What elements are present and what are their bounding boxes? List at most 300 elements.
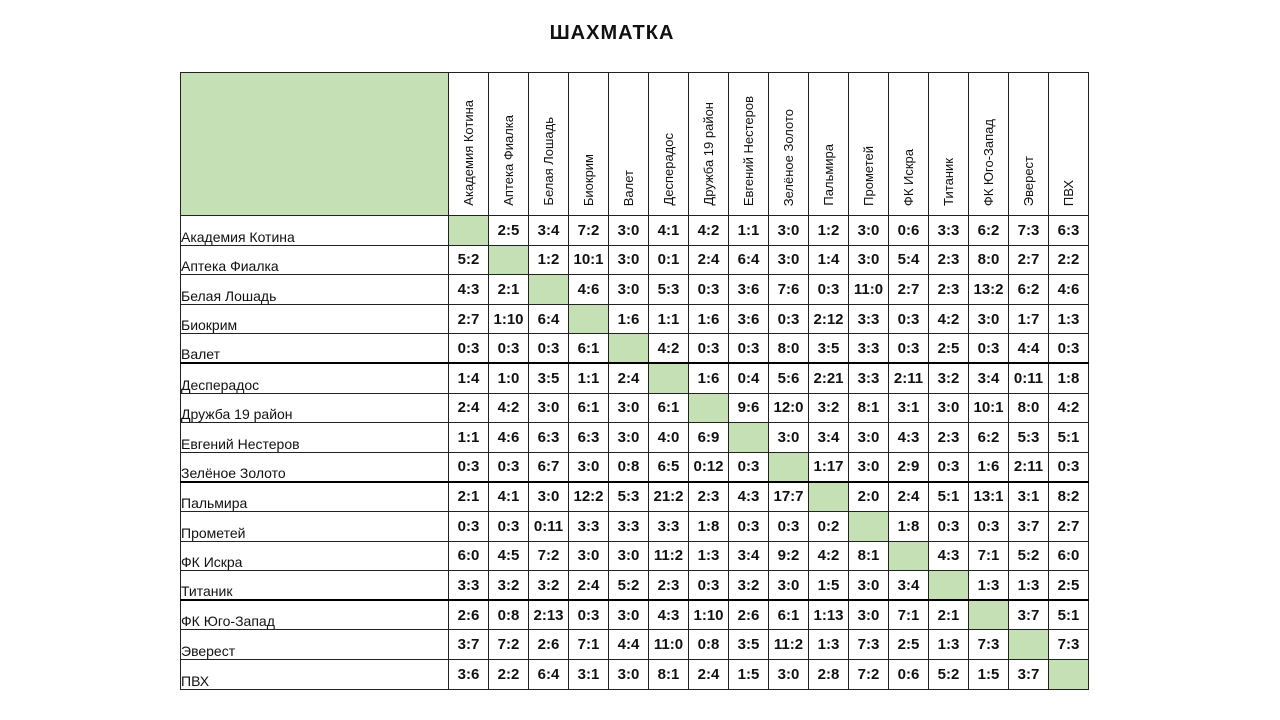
- score-cell: 3:4: [729, 541, 769, 571]
- score-cell: 7:1: [969, 541, 1009, 571]
- table-row: [181, 571, 1089, 601]
- score-cell: 3:3: [849, 334, 889, 364]
- score-cell: 0:3: [569, 600, 609, 630]
- score-cell: 3:7: [1009, 511, 1049, 541]
- score-cell: 8:0: [1009, 393, 1049, 423]
- score-cell: 1:10: [689, 600, 729, 630]
- score-cell: 4:6: [489, 423, 529, 453]
- score-cell: 11:2: [769, 630, 809, 660]
- score-cell: 8:1: [849, 393, 889, 423]
- score-cell: 2:7: [449, 304, 489, 334]
- score-cell: 1:3: [689, 541, 729, 571]
- score-cell: 3:2: [489, 571, 529, 601]
- score-cell: 8:2: [1049, 482, 1089, 512]
- score-cell: 0:3: [689, 275, 729, 305]
- score-cell: 3:3: [449, 571, 489, 601]
- score-cell: 6:3: [529, 423, 569, 453]
- score-cell: 1:6: [689, 363, 729, 393]
- table-row: [181, 363, 1089, 393]
- row-team-name: Эверест: [181, 630, 449, 660]
- score-cell: 6:4: [729, 245, 769, 275]
- score-cell: 3:1: [1009, 482, 1049, 512]
- score-cell: 0:3: [809, 275, 849, 305]
- score-cell: 3:0: [849, 452, 889, 482]
- score-cell: 4:2: [809, 541, 849, 571]
- diagonal-cell: [649, 363, 689, 393]
- score-cell: 8:0: [969, 245, 1009, 275]
- score-cell: 6:1: [569, 334, 609, 364]
- score-cell: 1:3: [929, 630, 969, 660]
- score-cell: 7:2: [529, 541, 569, 571]
- row-team-name: Пальмира: [181, 482, 449, 512]
- column-header: [569, 73, 609, 216]
- score-cell: 2:7: [1009, 245, 1049, 275]
- column-header-label: Титаник: [941, 158, 956, 206]
- diagonal-cell: [449, 216, 489, 246]
- score-cell: 0:6: [889, 216, 929, 246]
- score-cell: 2:0: [849, 482, 889, 512]
- score-cell: 3:3: [649, 511, 689, 541]
- row-team-name: ФК Искра: [181, 541, 449, 571]
- score-cell: 12:0: [769, 393, 809, 423]
- score-cell: 5:3: [1009, 423, 1049, 453]
- score-cell: 5:2: [609, 571, 649, 601]
- score-cell: 3:3: [849, 304, 889, 334]
- score-cell: 0:11: [1009, 363, 1049, 393]
- score-cell: 6:1: [569, 393, 609, 423]
- column-header: [689, 73, 729, 216]
- score-cell: 13:1: [969, 482, 1009, 512]
- diagonal-cell: [1049, 659, 1089, 689]
- score-cell: 3:2: [929, 363, 969, 393]
- score-cell: 0:8: [609, 452, 649, 482]
- score-cell: 1:6: [609, 304, 649, 334]
- row-team-name: ФК Юго-Запад: [181, 600, 449, 630]
- score-cell: 3:0: [769, 245, 809, 275]
- score-cell: 0:4: [729, 363, 769, 393]
- row-team-name: Аптека Фиалка: [181, 245, 449, 275]
- score-cell: 1:2: [809, 216, 849, 246]
- score-cell: 0:3: [489, 334, 529, 364]
- score-cell: 2:3: [649, 571, 689, 601]
- score-cell: 0:3: [489, 511, 529, 541]
- score-cell: 0:3: [449, 511, 489, 541]
- score-cell: 2:4: [609, 363, 649, 393]
- score-cell: 1:6: [969, 452, 1009, 482]
- score-cell: 10:1: [969, 393, 1009, 423]
- score-cell: 0:3: [449, 334, 489, 364]
- score-cell: 2:2: [489, 659, 529, 689]
- score-cell: 3:0: [609, 423, 649, 453]
- column-header-label: Дружба 19 район: [701, 102, 716, 206]
- score-cell: 1:5: [969, 659, 1009, 689]
- score-cell: 6:2: [969, 216, 1009, 246]
- diagonal-cell: [849, 511, 889, 541]
- score-cell: 3:7: [1009, 659, 1049, 689]
- column-header: [809, 73, 849, 216]
- score-cell: 0:3: [689, 571, 729, 601]
- score-cell: 4:3: [889, 423, 929, 453]
- score-cell: 0:3: [929, 511, 969, 541]
- row-team-name: Дружба 19 район: [181, 393, 449, 423]
- table-row: [181, 452, 1089, 482]
- column-header: [1009, 73, 1049, 216]
- score-cell: 0:3: [769, 304, 809, 334]
- score-cell: 2:2: [1049, 245, 1089, 275]
- score-cell: 0:1: [649, 245, 689, 275]
- column-header-label: ПВХ: [1061, 179, 1076, 206]
- score-cell: 3:4: [889, 571, 929, 601]
- row-team-name: Биокрим: [181, 304, 449, 334]
- score-cell: 3:0: [849, 571, 889, 601]
- column-header-label: Евгений Нестеров: [741, 95, 756, 206]
- score-cell: 3:2: [529, 571, 569, 601]
- score-cell: 7:1: [889, 600, 929, 630]
- column-header: [1049, 73, 1089, 216]
- score-cell: 5:1: [1049, 423, 1089, 453]
- table-row: [181, 630, 1089, 660]
- score-cell: 2:5: [889, 630, 929, 660]
- column-header-label: Белая Лошадь: [541, 117, 556, 206]
- score-cell: 5:2: [929, 659, 969, 689]
- column-header: [769, 73, 809, 216]
- score-cell: 1:3: [1009, 571, 1049, 601]
- score-cell: 3:0: [609, 216, 649, 246]
- diagonal-cell: [929, 571, 969, 601]
- score-cell: 3:0: [569, 452, 609, 482]
- score-cell: 0:3: [1049, 452, 1089, 482]
- score-cell: 21:2: [649, 482, 689, 512]
- score-cell: 5:2: [1009, 541, 1049, 571]
- score-cell: 1:1: [649, 304, 689, 334]
- score-cell: 2:4: [689, 659, 729, 689]
- score-cell: 4:0: [649, 423, 689, 453]
- score-cell: 4:3: [449, 275, 489, 305]
- score-cell: 11:0: [649, 630, 689, 660]
- score-cell: 0:3: [729, 334, 769, 364]
- score-cell: 1:5: [809, 571, 849, 601]
- score-cell: 2:1: [449, 482, 489, 512]
- table-row: [181, 393, 1089, 423]
- score-cell: 6:1: [649, 393, 689, 423]
- score-cell: 3:0: [769, 216, 809, 246]
- score-cell: 7:3: [1049, 630, 1089, 660]
- score-cell: 2:6: [529, 630, 569, 660]
- row-team-name: Прометей: [181, 511, 449, 541]
- score-cell: 0:3: [969, 511, 1009, 541]
- score-cell: 0:3: [449, 452, 489, 482]
- score-cell: 3:4: [969, 363, 1009, 393]
- score-cell: 7:1: [569, 630, 609, 660]
- score-cell: 2:11: [1009, 452, 1049, 482]
- score-cell: 0:8: [489, 600, 529, 630]
- score-cell: 3:5: [809, 334, 849, 364]
- score-cell: 9:2: [769, 541, 809, 571]
- score-cell: 0:2: [809, 511, 849, 541]
- table-row: [181, 304, 1089, 334]
- score-cell: 1:4: [809, 245, 849, 275]
- score-cell: 2:3: [929, 245, 969, 275]
- score-cell: 5:1: [929, 482, 969, 512]
- score-cell: 3:0: [609, 245, 649, 275]
- score-cell: 2:3: [689, 482, 729, 512]
- score-cell: 2:3: [929, 275, 969, 305]
- score-cell: 3:0: [529, 482, 569, 512]
- score-cell: 4:5: [489, 541, 529, 571]
- score-cell: 2:4: [449, 393, 489, 423]
- score-cell: 3:6: [729, 275, 769, 305]
- score-cell: 1:3: [809, 630, 849, 660]
- page-title: ШАХМАТКА: [549, 22, 675, 44]
- score-cell: 3:5: [729, 630, 769, 660]
- score-cell: 4:2: [649, 334, 689, 364]
- column-header: [889, 73, 929, 216]
- score-cell: 2:7: [1049, 511, 1089, 541]
- column-header-label: Пальмира: [821, 144, 836, 206]
- score-cell: 6:2: [1009, 275, 1049, 305]
- column-header-label: Эверест: [1021, 155, 1036, 206]
- table-row: [181, 659, 1089, 689]
- score-cell: 0:3: [729, 452, 769, 482]
- column-header-label: ФК Юго-Запад: [981, 118, 996, 206]
- score-cell: 4:2: [689, 216, 729, 246]
- score-cell: 2:12: [809, 304, 849, 334]
- diagonal-cell: [689, 393, 729, 423]
- score-cell: 6:3: [1049, 216, 1089, 246]
- score-cell: 6:0: [449, 541, 489, 571]
- diagonal-cell: [729, 423, 769, 453]
- score-cell: 4:3: [729, 482, 769, 512]
- score-cell: 3:0: [529, 393, 569, 423]
- score-cell: 3:4: [529, 216, 569, 246]
- score-cell: 3:0: [609, 275, 649, 305]
- table-row: [181, 600, 1089, 630]
- column-header-label: Прометей: [861, 146, 876, 206]
- score-cell: 4:4: [1009, 334, 1049, 364]
- score-cell: 4:3: [929, 541, 969, 571]
- score-cell: 2:11: [889, 363, 929, 393]
- score-cell: 2:13: [529, 600, 569, 630]
- score-cell: 6:7: [529, 452, 569, 482]
- score-cell: 2:4: [889, 482, 929, 512]
- column-header-label: Академия Котина: [461, 100, 476, 206]
- score-cell: 3:0: [569, 541, 609, 571]
- score-cell: 6:2: [969, 423, 1009, 453]
- score-cell: 3:1: [889, 393, 929, 423]
- score-cell: 0:3: [489, 452, 529, 482]
- score-cell: 4:1: [489, 482, 529, 512]
- score-cell: 2:6: [449, 600, 489, 630]
- score-cell: 3:0: [609, 541, 649, 571]
- score-cell: 11:0: [849, 275, 889, 305]
- score-cell: 1:10: [489, 304, 529, 334]
- score-cell: 3:3: [929, 216, 969, 246]
- row-team-name: Титаник: [181, 571, 449, 601]
- score-cell: 4:2: [1049, 393, 1089, 423]
- score-cell: 8:1: [649, 659, 689, 689]
- row-team-name: Зелёное Золото: [181, 452, 449, 482]
- score-cell: 3:3: [609, 511, 649, 541]
- column-header: [729, 73, 769, 216]
- score-cell: 6:5: [649, 452, 689, 482]
- score-cell: 0:12: [689, 452, 729, 482]
- diagonal-cell: [769, 452, 809, 482]
- score-cell: 3:0: [769, 571, 809, 601]
- score-cell: 5:3: [609, 482, 649, 512]
- score-cell: 5:2: [449, 245, 489, 275]
- score-cell: 1:2: [529, 245, 569, 275]
- score-cell: 1:7: [1009, 304, 1049, 334]
- score-cell: 7:3: [1009, 216, 1049, 246]
- score-cell: 0:3: [769, 511, 809, 541]
- table-row: [181, 216, 1089, 246]
- column-header: [969, 73, 1009, 216]
- column-header: [929, 73, 969, 216]
- diagonal-cell: [529, 275, 569, 305]
- score-cell: 8:1: [849, 541, 889, 571]
- diagonal-cell: [489, 245, 529, 275]
- score-cell: 3:0: [609, 659, 649, 689]
- score-cell: 6:9: [689, 423, 729, 453]
- score-cell: 7:3: [849, 630, 889, 660]
- score-cell: 3:5: [529, 363, 569, 393]
- column-header: [529, 73, 569, 216]
- score-cell: 6:3: [569, 423, 609, 453]
- score-cell: 1:1: [569, 363, 609, 393]
- score-cell: 1:8: [1049, 363, 1089, 393]
- score-cell: 4:2: [929, 304, 969, 334]
- score-cell: 0:3: [1049, 334, 1089, 364]
- score-cell: 6:1: [769, 600, 809, 630]
- table-row: [181, 482, 1089, 512]
- row-team-name: Белая Лошадь: [181, 275, 449, 305]
- score-cell: 12:2: [569, 482, 609, 512]
- score-cell: 3:4: [809, 423, 849, 453]
- score-cell: 0:3: [889, 304, 929, 334]
- corner-cell: [181, 73, 449, 216]
- score-cell: 0:3: [529, 334, 569, 364]
- column-header: [449, 73, 489, 216]
- column-header-label: Зелёное Золото: [781, 108, 796, 206]
- score-cell: 6:4: [529, 304, 569, 334]
- score-cell: 3:0: [609, 600, 649, 630]
- score-cell: 1:17: [809, 452, 849, 482]
- score-cell: 5:3: [649, 275, 689, 305]
- header-row: [181, 73, 1089, 216]
- row-team-name: ПВХ: [181, 659, 449, 689]
- column-header-label: Валет: [621, 169, 636, 206]
- score-cell: 5:1: [1049, 600, 1089, 630]
- score-cell: 3:0: [849, 423, 889, 453]
- score-cell: 2:6: [729, 600, 769, 630]
- score-cell: 11:2: [649, 541, 689, 571]
- score-cell: 7:2: [489, 630, 529, 660]
- column-header-label: Биокрим: [581, 153, 596, 206]
- score-cell: 1:8: [889, 511, 929, 541]
- score-cell: 3:3: [849, 363, 889, 393]
- table-row: [181, 541, 1089, 571]
- diagonal-cell: [1009, 630, 1049, 660]
- diagonal-cell: [809, 482, 849, 512]
- results-table: [180, 72, 1089, 690]
- score-cell: 1:4: [449, 363, 489, 393]
- score-cell: 13:2: [969, 275, 1009, 305]
- score-cell: 5:4: [889, 245, 929, 275]
- score-cell: 1:3: [1049, 304, 1089, 334]
- score-cell: 1:13: [809, 600, 849, 630]
- score-cell: 4:4: [609, 630, 649, 660]
- score-cell: 3:0: [849, 600, 889, 630]
- score-cell: 9:6: [729, 393, 769, 423]
- column-header-label: ФК Искра: [901, 148, 916, 206]
- score-cell: 2:5: [1049, 571, 1089, 601]
- score-cell: 4:2: [489, 393, 529, 423]
- score-cell: 5:6: [769, 363, 809, 393]
- score-cell: 3:0: [769, 659, 809, 689]
- score-cell: 1:1: [449, 423, 489, 453]
- table-row: [181, 334, 1089, 364]
- column-header: [649, 73, 689, 216]
- score-cell: 1:8: [689, 511, 729, 541]
- score-cell: 3:0: [849, 216, 889, 246]
- score-cell: 3:2: [729, 571, 769, 601]
- column-header-label: Десперадос: [661, 133, 676, 206]
- column-header-label: Аптека Фиалка: [501, 115, 516, 206]
- score-cell: 3:7: [449, 630, 489, 660]
- score-cell: 0:3: [689, 334, 729, 364]
- column-header: [609, 73, 649, 216]
- table-row: [181, 275, 1089, 305]
- score-cell: 7:3: [969, 630, 1009, 660]
- score-cell: 2:1: [489, 275, 529, 305]
- score-cell: 2:8: [809, 659, 849, 689]
- score-cell: 2:5: [929, 334, 969, 364]
- score-cell: 1:1: [729, 216, 769, 246]
- score-cell: 0:11: [529, 511, 569, 541]
- score-cell: 6:0: [1049, 541, 1089, 571]
- score-cell: 2:3: [929, 423, 969, 453]
- score-cell: 3:0: [849, 245, 889, 275]
- score-cell: 3:3: [569, 511, 609, 541]
- score-cell: 3:7: [1009, 600, 1049, 630]
- score-cell: 1:3: [969, 571, 1009, 601]
- score-cell: 4:6: [569, 275, 609, 305]
- diagonal-cell: [569, 304, 609, 334]
- row-team-name: Академия Котина: [181, 216, 449, 246]
- score-cell: 0:6: [889, 659, 929, 689]
- score-cell: 7:6: [769, 275, 809, 305]
- score-cell: 4:6: [1049, 275, 1089, 305]
- score-cell: 1:5: [729, 659, 769, 689]
- score-cell: 1:6: [689, 304, 729, 334]
- score-cell: 10:1: [569, 245, 609, 275]
- score-cell: 0:3: [889, 334, 929, 364]
- score-cell: 4:3: [649, 600, 689, 630]
- score-cell: 3:0: [609, 393, 649, 423]
- table-row: [181, 511, 1089, 541]
- score-cell: 2:9: [889, 452, 929, 482]
- column-header: [849, 73, 889, 216]
- score-cell: 7:2: [849, 659, 889, 689]
- score-cell: 17:7: [769, 482, 809, 512]
- score-cell: 2:4: [689, 245, 729, 275]
- score-cell: 2:4: [569, 571, 609, 601]
- score-cell: 3:0: [969, 304, 1009, 334]
- score-cell: 3:1: [569, 659, 609, 689]
- score-cell: 2:7: [889, 275, 929, 305]
- score-cell: 3:6: [449, 659, 489, 689]
- diagonal-cell: [609, 334, 649, 364]
